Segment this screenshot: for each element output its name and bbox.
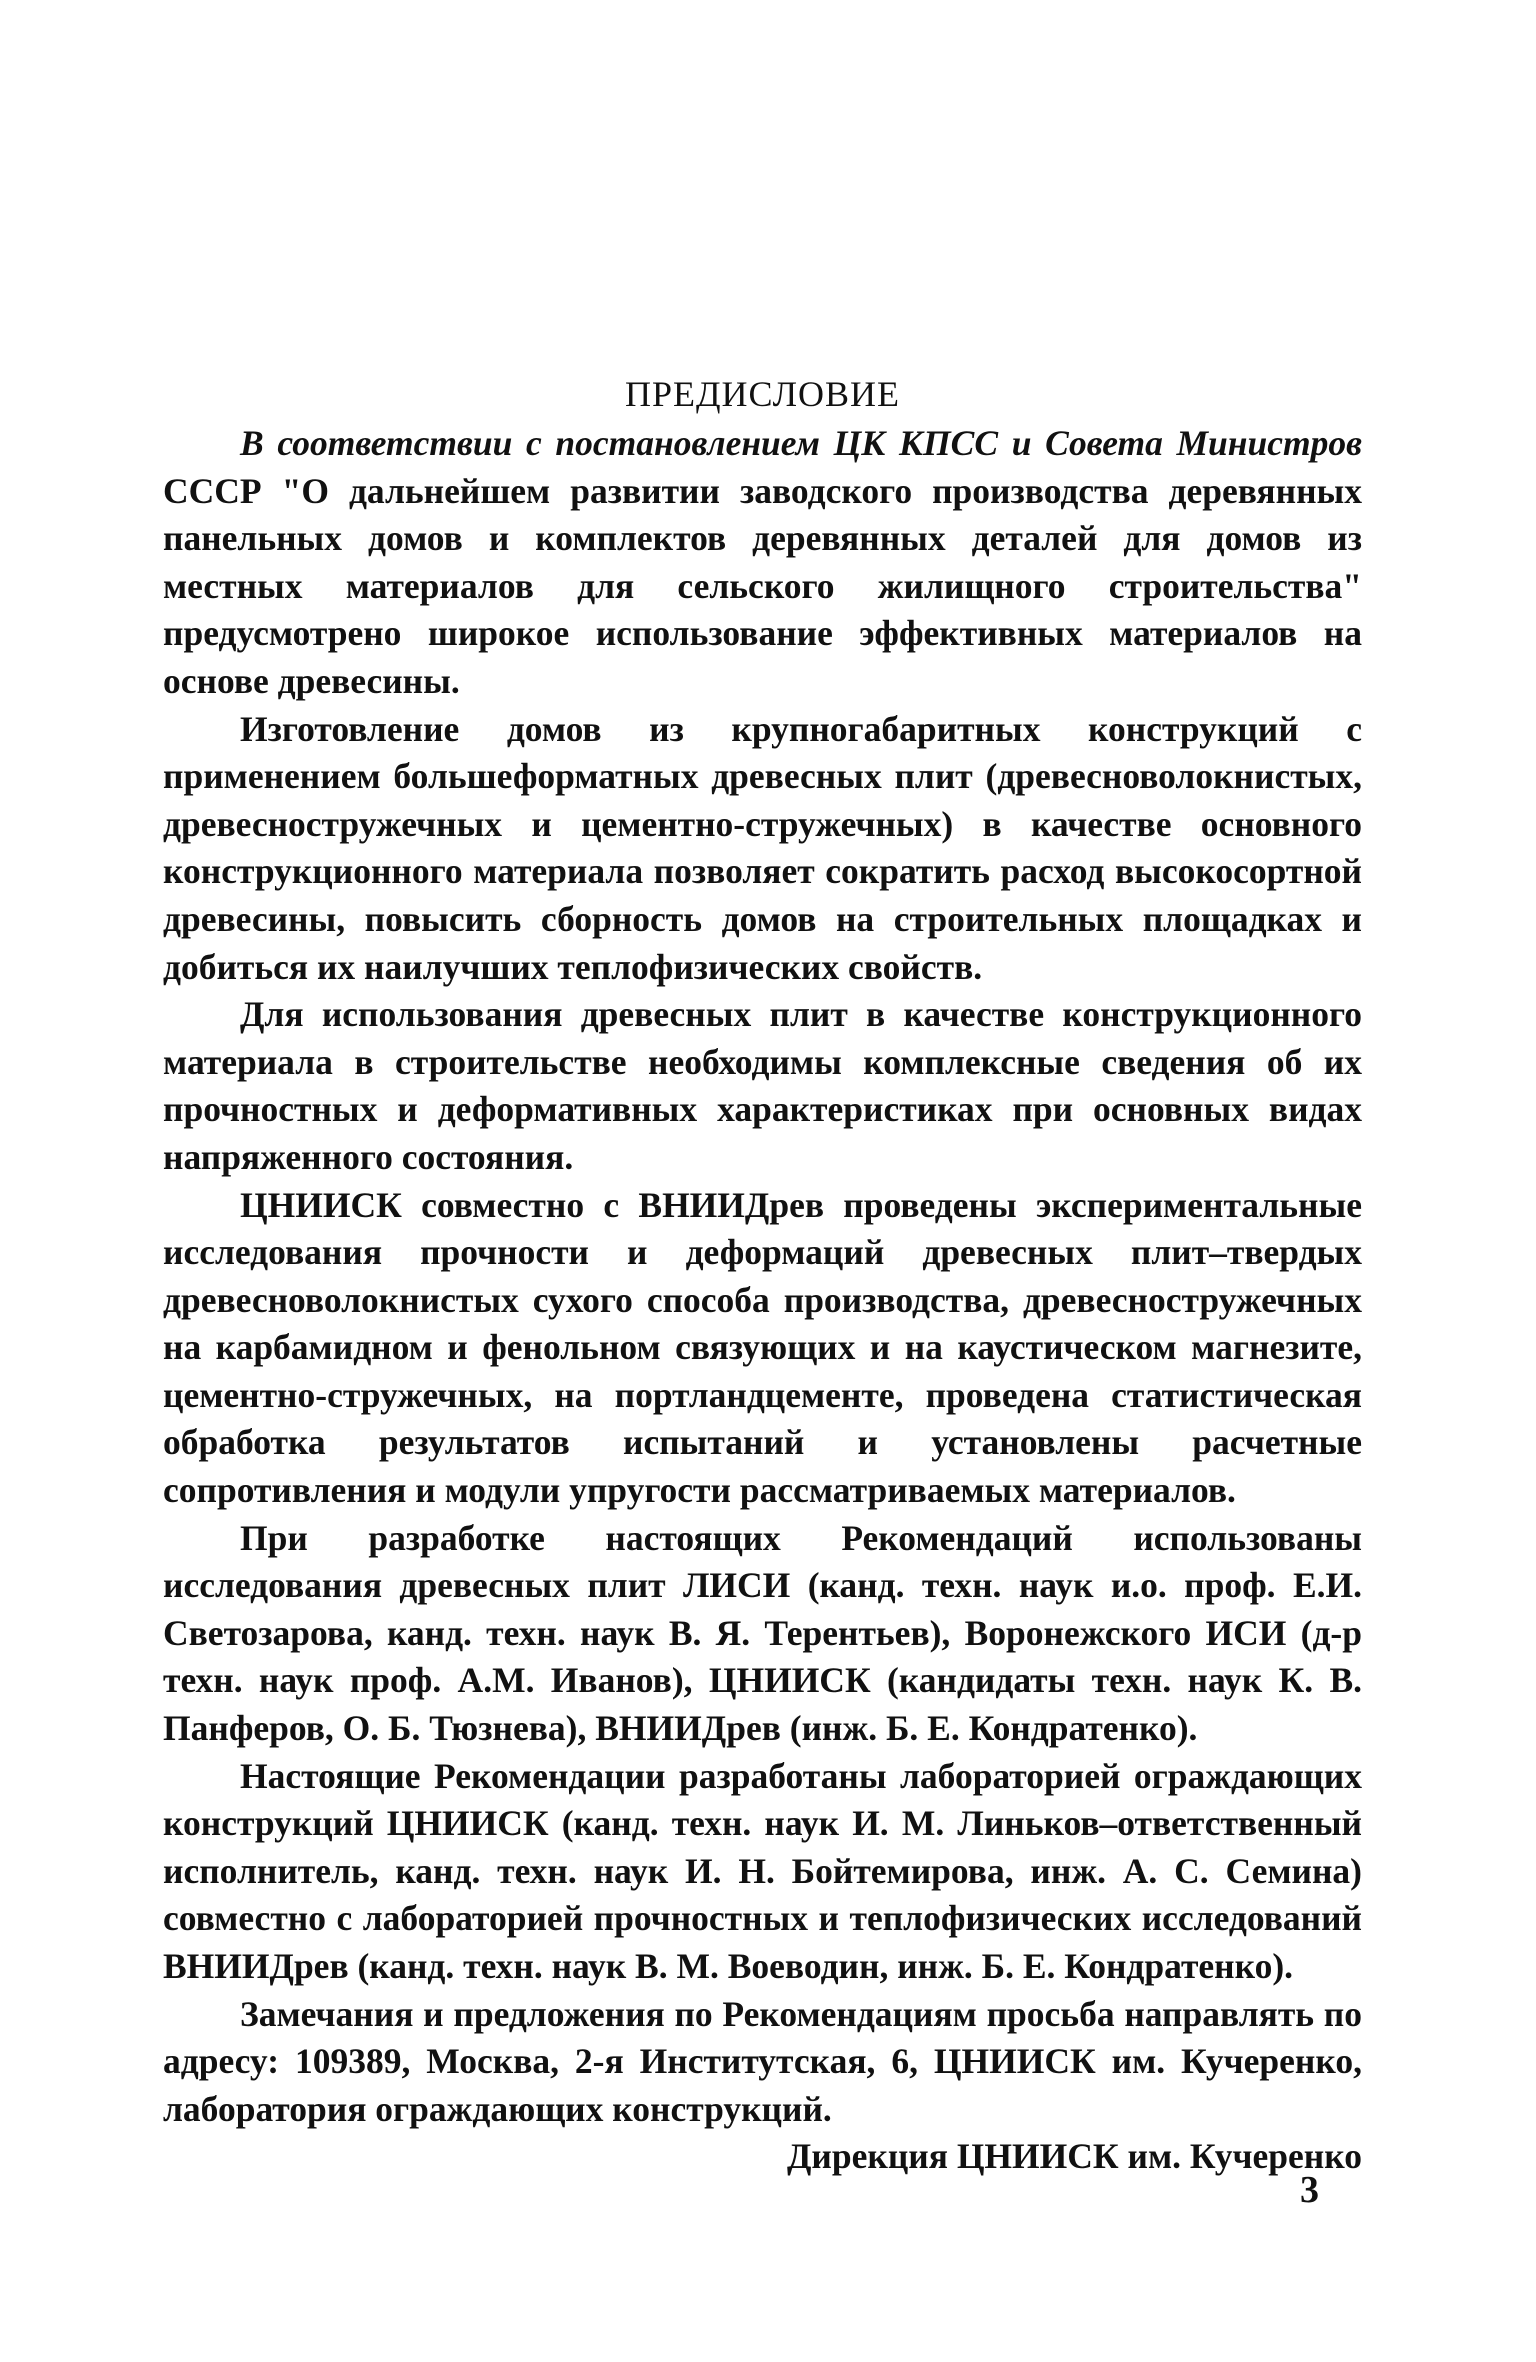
paragraph-7: Замечания и предложения по Рекомендациям просьба направлять по адресу: 109389, Москва, 2-я Институтская, 6, ЦНИИСК им. Кучеренко, лаборатория ограждающих конструкций. (163, 1993, 1362, 2129)
signature: Дирекция ЦНИИСК им. Кучеренко (787, 2136, 1362, 2177)
paragraph-6: Настоящие Рекомендации разработаны лабораторией ограждающих конструкций ЦНИИСК (канд. техн. наук И. М. Линьков–ответственный исполнитель, канд. техн. наук И. Н. Бойтемирова, инж. А. С. Семина) совместно с лабораторией прочностных и теплофизических исследований ВНИИДрев (канд. техн. наук В. М. Воеводин, инж. Б. Е. Кондратенко). (163, 1755, 1362, 1986)
paragraph-1 (163, 420, 1362, 706)
foreword-section (163, 368, 1362, 2181)
paragraph-1-text: СССР "О дальнейшем развитии заводского производства деревянных панельных домов и комплектов деревянных деталей для домов из местных материалов для сельского жилищного строительства" предусмотрено широкое использование эффективных материалов на основе древесины. (163, 470, 1362, 701)
page-title: ПРЕДИСЛОВИЕ (624, 374, 901, 414)
paragraph-5: При разработке настоящих Рекомендаций использованы исследования древесных плит ЛИСИ (канд. техн. наук и.о. проф. Е.И. Светозарова, канд. техн. наук В. Я. Терентьев), Воронежского ИСИ (д-р техн. наук проф. А.М. Иванов), ЦНИИСК (кандидаты техн. наук К. В. Панферов, О. Б. Тюзнева), ВНИИДрев (инж. Б. Е. Кондратенко). (163, 1517, 1362, 1749)
paragraph-3: Для использования древесных плит в качестве конструкционного материала в строительстве необходимы комплексные сведения об их прочностных и деформативных характеристиках при основных видах напряженного состояния. (163, 994, 1362, 1177)
paragraph-2: Изготовление домов из крупногабаритных конструкций с применением большеформатных древесных плит (древесноволокнистых, древесностружечных и цементно-стружечных) в качестве основного конструкционного материала позволяет сократить расход высокосортной древесины, повысить сборность домов на строительных площадках и добиться их наилучших теплофизических свойств. (163, 708, 1362, 987)
page-number: 3 (1300, 2169, 1319, 2211)
paragraph-4: ЦНИИСК совместно с ВНИИДрев проведены экспериментальные исследования прочности и деформаций древесных плит–твердых древесноволокнистых сухого способа производства, древесностружечных на карбамидном и фенольном связующих и на каустическом магнезите, цементно-стружечных, на портландцементе, проведена статистическая обработка результатов испытаний и установлены расчетные сопротивления и модули упругости рассматриваемых материалов. (163, 1184, 1362, 1511)
paragraph-1-italic-lead: В соответствии с постановлением ЦК КПСС и Совета Министров (240, 423, 1362, 463)
